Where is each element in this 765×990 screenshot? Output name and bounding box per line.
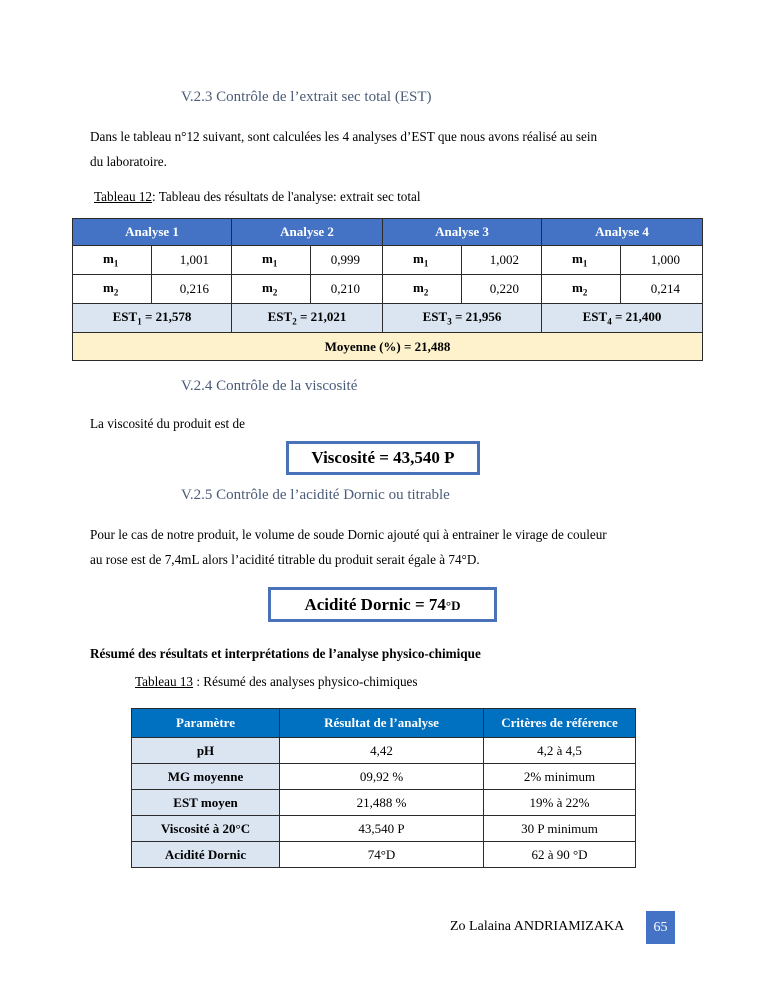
- est-3-cell: $EST_3 = 21,956$: [383, 304, 542, 333]
- table13-caption: [135, 669, 418, 694]
- acidity-paragraph-line2: au rose est de 7,4mL alors l’acidité titrable du produit serait égale à 74°D.: [90, 552, 480, 567]
- header-analyse-4: Analyse 4: [542, 219, 703, 246]
- est-1-cell: $EST_1 = 21,578$: [73, 304, 232, 333]
- acidity-result-box: [268, 587, 497, 622]
- table12-caption-label: Tableau 12: [94, 189, 153, 204]
- result-cell: 74°D: [280, 842, 484, 868]
- result-cell: 43,540 P: [280, 816, 484, 842]
- m2-label: $m_2$: [232, 275, 311, 304]
- criteria-cell: 4,2 à 4,5: [484, 738, 636, 764]
- header-analyse-2: Analyse 2: [232, 219, 383, 246]
- average-cell: Moyenne (%) = 21,488: [73, 333, 703, 361]
- footer-author: Zo Lalaina ANDRIAMIZAKA: [450, 919, 625, 934]
- m1-value: 1,001: [152, 246, 232, 275]
- page-number: 65: [646, 911, 675, 944]
- acidity-paragraph: [90, 522, 607, 572]
- acidity-paragraph-line1: Pour le cas de notre produit, le volume de soude Dornic ajouté qui à entrainer le virage de couleur: [90, 527, 607, 542]
- acidity-result-text: Acidité Dornic = 74: [304, 595, 446, 614]
- table-row: [132, 790, 636, 816]
- header-criteres: Critères de référence: [484, 709, 636, 738]
- m2-label: $m_2$: [542, 275, 621, 304]
- est-paragraph-line1: Dans le tableau n°12 suivant, sont calculées les 4 analyses d’EST que nous avons réalisé au sein: [90, 129, 598, 144]
- param-cell: MG moyenne: [132, 764, 280, 790]
- header-parametre: Paramètre: [132, 709, 280, 738]
- table-row: [132, 764, 636, 790]
- result-cell: 4,42: [280, 738, 484, 764]
- result-cell: 21,488 %: [280, 790, 484, 816]
- est-paragraph-line2: du laboratoire.: [90, 154, 167, 169]
- m2-value: 0,210: [311, 275, 383, 304]
- param-cell: Acidité Dornic: [132, 842, 280, 868]
- m1-value: 1,000: [621, 246, 703, 275]
- viscosity-result-box: Viscosité = 43,540 P: [286, 441, 480, 475]
- est-2-cell: $EST_2 = 21,021$: [232, 304, 383, 333]
- acidity-result-unit: °D: [445, 598, 461, 613]
- table-row-m1: [73, 246, 703, 275]
- table-row-est: [73, 304, 703, 333]
- table-row: [132, 816, 636, 842]
- m1-value: 0,999: [311, 246, 383, 275]
- table-header-row: [73, 219, 703, 246]
- criteria-cell: 2% minimum: [484, 764, 636, 790]
- table-row: [132, 842, 636, 868]
- param-cell: Viscosité à 20°C: [132, 816, 280, 842]
- m1-label: $m_1$: [232, 246, 311, 275]
- table13-caption-label: Tableau 13: [135, 674, 194, 689]
- m1-value: 1,002: [462, 246, 542, 275]
- viscosity-heading: V.2.4 Contrôle de la viscosité: [181, 378, 358, 394]
- table13-caption-text: : Résumé des analyses physico-chimiques: [193, 674, 418, 689]
- table12-caption-text: : Tableau des résultats de l'analyse: extrait sec total: [152, 189, 421, 204]
- m1-label: $m_1$: [73, 246, 152, 275]
- table-row-average: [73, 333, 703, 361]
- m1-label: $m_1$: [383, 246, 462, 275]
- header-analyse-1: Analyse 1: [73, 219, 232, 246]
- result-cell: 09,92 %: [280, 764, 484, 790]
- summary-heading: Résumé des résultats et interprétations de l’analyse physico-chimique: [90, 646, 481, 661]
- table-header-row: [132, 709, 636, 738]
- param-cell: pH: [132, 738, 280, 764]
- table-row: [132, 738, 636, 764]
- param-cell: EST moyen: [132, 790, 280, 816]
- viscosity-paragraph: La viscosité du produit est de: [90, 416, 245, 431]
- summary-table: [131, 708, 636, 868]
- header-resultat: Résultat de l’analyse: [280, 709, 484, 738]
- header-analyse-3: Analyse 3: [383, 219, 542, 246]
- m2-value: 0,214: [621, 275, 703, 304]
- acidity-heading: V.2.5 Contrôle de l’acidité Dornic ou titrable: [181, 487, 450, 503]
- criteria-cell: 62 à 90 °D: [484, 842, 636, 868]
- table12-caption: [94, 184, 421, 209]
- m2-label: $m_2$: [73, 275, 152, 304]
- criteria-cell: 30 P minimum: [484, 816, 636, 842]
- est-heading: V.2.3 Contrôle de l’extrait sec total (EST): [181, 89, 432, 105]
- m2-value: 0,216: [152, 275, 232, 304]
- m1-label: $m_1$: [542, 246, 621, 275]
- est-paragraph: [90, 124, 597, 174]
- table-row-m2: [73, 275, 703, 304]
- est-results-table: [72, 218, 703, 361]
- m2-label: $m_2$: [383, 275, 462, 304]
- m2-value: 0,220: [462, 275, 542, 304]
- est-4-cell: $EST_4 = 21,400$: [542, 304, 703, 333]
- criteria-cell: 19% à 22%: [484, 790, 636, 816]
